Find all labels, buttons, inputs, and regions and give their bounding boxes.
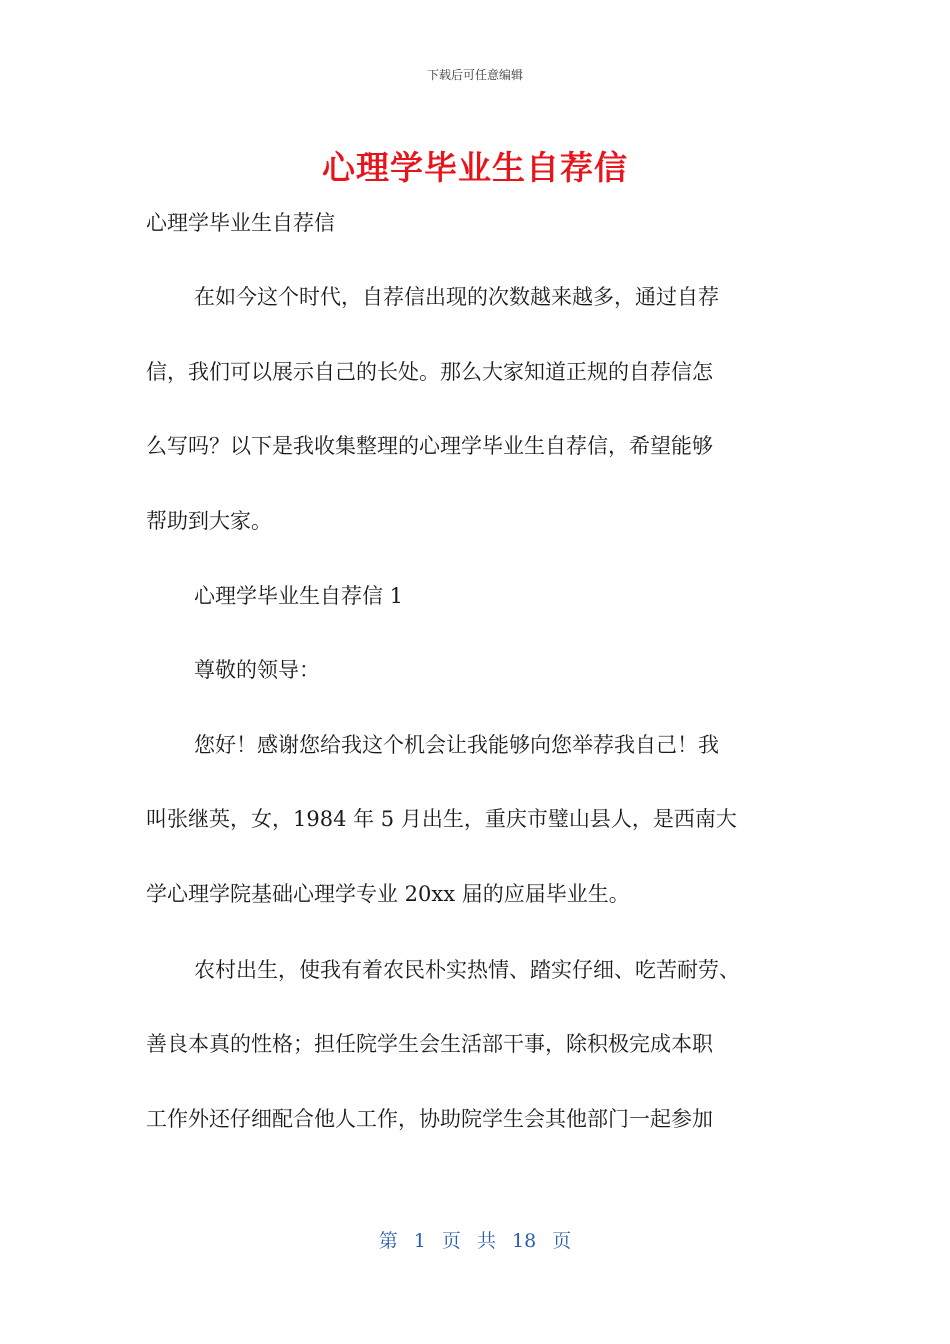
salutation: 尊敬的领导： (194, 658, 320, 682)
body-line: 农村出生，使我有着农民朴实热情、踏实仔细、吃苦耐劳、 (194, 958, 740, 982)
body-line: 么写吗？以下是我收集整理的心理学毕业生自荐信，希望能够 (146, 434, 713, 458)
body-line: 在如今这个时代，自荐信出现的次数越来越多，通过自荐 (194, 285, 719, 309)
body-line: 学心理学院基础心理学专业 20xx 届的应届毕业生。 (146, 882, 630, 906)
body-line: 善良本真的性格；担任院学生会生活部干事，除积极完成本职 (146, 1032, 713, 1056)
body-line: 您好！感谢您给我这个机会让我能够向您举荐我自己！我 (194, 733, 719, 757)
section-heading: 心理学毕业生自荐信 1 (194, 584, 404, 608)
document-title: 心理学毕业生自荐信 (322, 148, 628, 187)
page-footer: 第 1 页 共 18 页 (378, 1230, 572, 1252)
body-line: 信，我们可以展示自己的长处。那么大家知道正规的自荐信怎 (146, 360, 713, 384)
body-line: 心理学毕业生自荐信 (146, 211, 335, 235)
header-note: 下载后可任意编辑 (426, 68, 523, 82)
body-line: 工作外还仔细配合他人工作，协助院学生会其他部门一起参加 (146, 1107, 713, 1131)
body-line: 叫张继英，女，1984 年 5 月出生，重庆市璧山县人，是西南大 (146, 807, 737, 831)
body-line: 帮助到大家。 (146, 509, 272, 533)
